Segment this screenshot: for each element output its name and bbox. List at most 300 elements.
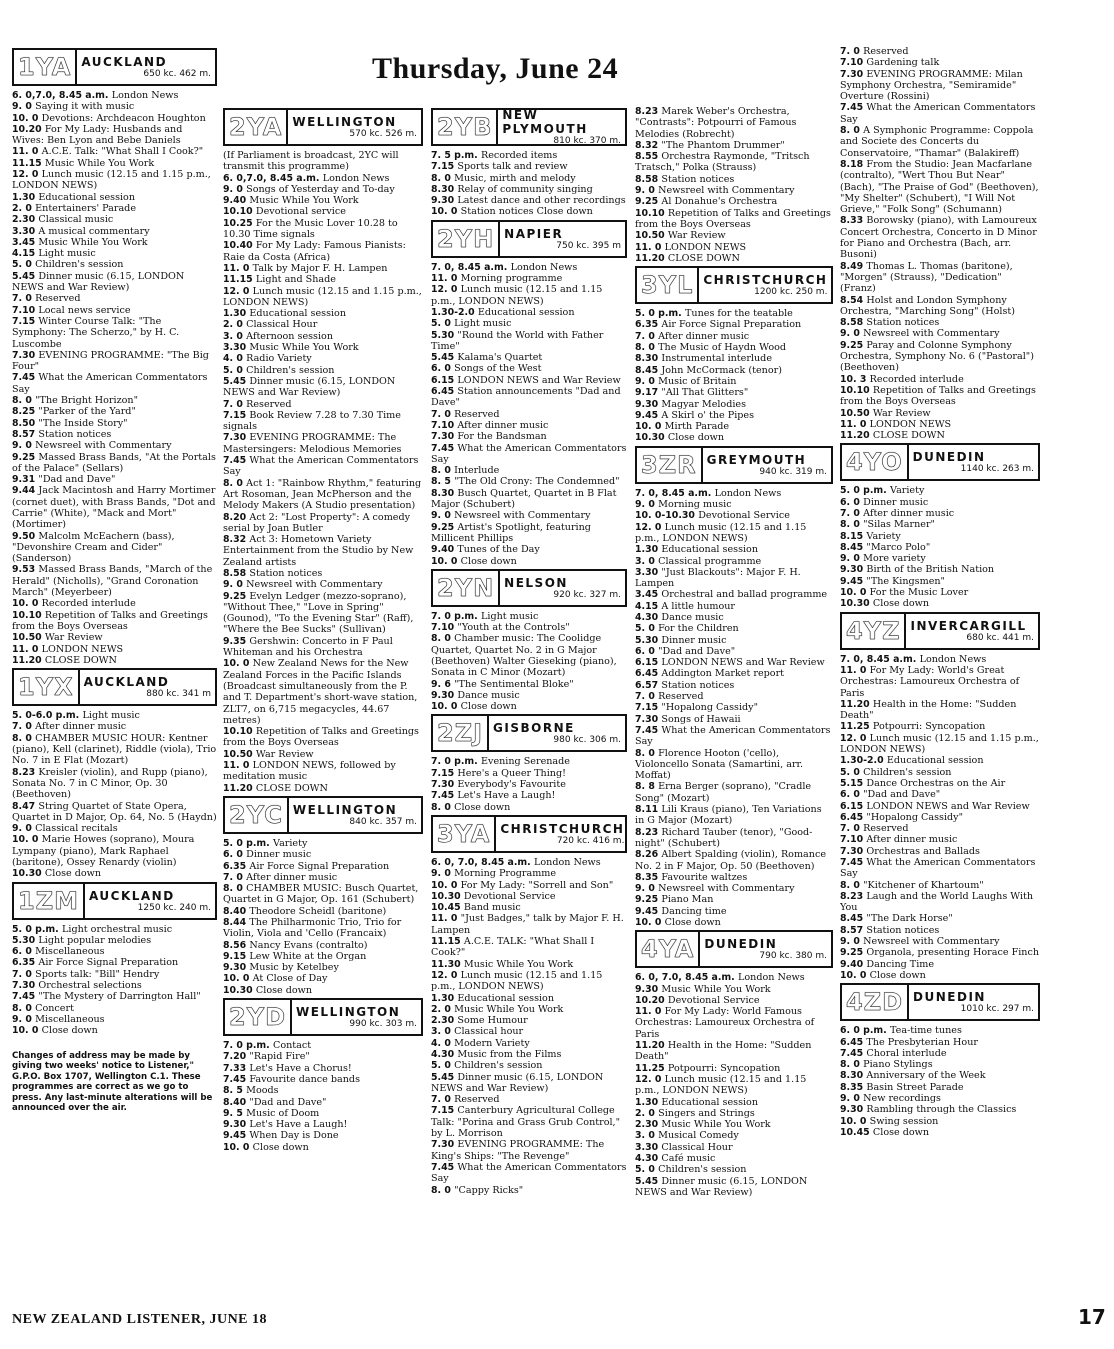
program-time: 9. 0	[635, 499, 659, 511]
program-title: Close down	[255, 984, 313, 996]
program-time: 5. 0	[431, 1060, 455, 1072]
program-entry	[840, 531, 1040, 542]
program-title: Café music	[661, 1153, 716, 1165]
program-title: "The Inside Story"	[38, 417, 128, 429]
program-entry	[223, 432, 423, 455]
program-time: 11.20	[635, 252, 668, 264]
program-time: 8. 0	[223, 883, 247, 895]
program-time: 11.15	[431, 936, 464, 948]
program-title: Chamber music: The Coolidge Quartet, Quartet No. 2 in G Major (Beethoven) Walter Gieseking (piano), Sonata in C Minor (Mozart)	[431, 633, 617, 679]
program-title: Classical recitals	[35, 823, 118, 835]
program-entry	[635, 589, 833, 600]
program-entry	[431, 1185, 627, 1196]
program-time: 5.45	[223, 375, 250, 387]
station-callsign: 1ZM	[14, 884, 85, 918]
station-callsign: 2YD	[225, 1000, 292, 1034]
program-entry	[223, 849, 423, 860]
program-entry	[431, 195, 627, 206]
program-time: 8.32	[223, 534, 250, 546]
program-time: 6. 0,7.0, 8.45 a.m.	[12, 90, 112, 101]
program-time: 1.30	[431, 992, 458, 1004]
program-entry	[223, 365, 423, 376]
program-entry	[635, 510, 833, 521]
program-title: A.C.E. Talk: "What Shall I Cook?"	[41, 146, 204, 158]
program-time: 11. 0	[431, 273, 461, 285]
program-entry	[12, 350, 217, 373]
program-title: Theodore Scheidl (baritone)	[249, 905, 387, 917]
program-title: For My Lady: World's Great Orchestras: Lamoureux Orchestra of Paris	[840, 664, 1020, 699]
program-entry	[431, 701, 627, 712]
program-title: Lunch music (12.15 and 1.15 p.m., LONDON NEWS)	[635, 521, 807, 544]
program-time: 8.30	[431, 183, 458, 195]
program-title: Thomas L. Thomas (baritone), "Morgen" (Strauss), "Dedication" (Franz)	[840, 260, 1013, 295]
program-entry	[635, 984, 833, 995]
station-header	[840, 983, 1040, 1021]
program-entry	[840, 374, 1040, 385]
program-time: 7.45	[840, 102, 867, 114]
program-title: Health in the Home: "Sudden Death"	[840, 698, 1017, 722]
program-time: 8.35	[635, 871, 662, 883]
program-entry	[431, 318, 627, 329]
program-time: 9.25	[840, 947, 867, 959]
program-title: Reserved	[246, 398, 292, 410]
program-time: 9.40	[223, 195, 250, 207]
program-entry	[431, 510, 627, 521]
station-header	[635, 446, 833, 484]
program-time: 7.33	[223, 1062, 250, 1074]
program-entry	[431, 1026, 627, 1037]
program-entry	[12, 101, 217, 112]
station-header	[431, 569, 627, 607]
program-entry	[431, 622, 627, 633]
program-title: CHAMBER MUSIC: Busch Quartet, Quartet in G Major, Op. 161 (Schubert)	[223, 883, 419, 906]
program-entry	[12, 146, 217, 157]
program-title: For the Music Lover	[869, 587, 969, 599]
program-time: 3.30	[12, 225, 39, 237]
program-time: 7.45	[431, 442, 458, 454]
program-title: "The Dark Horse"	[866, 913, 953, 925]
program-entry	[635, 151, 833, 174]
program-title: Station notices Close down	[460, 206, 593, 218]
program-time: 9.35	[223, 635, 250, 647]
program-time: 9.30	[223, 1119, 250, 1131]
program-title: London News	[534, 856, 601, 868]
program-entry	[635, 242, 833, 253]
program-entry	[840, 654, 1040, 665]
program-time: 12. 0	[12, 169, 42, 181]
program-title: War Review	[44, 632, 103, 644]
program-time: 3. 0	[635, 555, 659, 567]
program-time: 5.45	[12, 270, 39, 282]
program-entry	[431, 779, 627, 790]
program-time: 6.35	[223, 860, 250, 872]
program-entry	[223, 917, 423, 940]
program-time: 6. 0, 7.0, 8.45 a.m.	[635, 972, 739, 984]
program-entry	[223, 1130, 423, 1141]
program-time: 7.15	[431, 1105, 458, 1117]
program-time: 10. 0	[12, 598, 42, 610]
program-title: EVENING PROGRAMME: The King's Ships: "The Revenge"	[431, 1139, 605, 1162]
program-title: Reserved	[863, 823, 909, 835]
program-entry	[840, 519, 1040, 530]
program-entry	[635, 106, 833, 140]
program-time: 9.17	[635, 387, 662, 399]
station-frequency: 680 kc. 441 m.	[966, 632, 1034, 643]
program-time: 8. 0	[12, 395, 36, 407]
program-time: 10.30	[635, 432, 668, 444]
program-title: London News	[322, 172, 390, 184]
program-title: Close down	[667, 432, 725, 444]
program-entry	[635, 387, 833, 398]
program-title: Relay of community singing	[457, 183, 593, 195]
program-title: Lunch music (12.15 and 1.15 p.m., LONDON NEWS)	[840, 732, 1039, 756]
program-time: 7. 0, 8.45 a.m.	[635, 487, 715, 499]
program-title: "Dad and Dave"	[863, 789, 941, 801]
program-title: Act 3: Hometown Variety Entertainment from the Studio by New Zealand artists	[223, 534, 414, 568]
program-title: "Round the World with Father Time"	[431, 329, 604, 352]
program-entry	[223, 591, 423, 636]
program-title: Dinner music (6.15, LONDON NEWS and War Review)	[431, 1071, 604, 1094]
program-title: Dinner music	[661, 634, 727, 646]
station-header	[431, 220, 627, 258]
program-title: Close down	[872, 598, 930, 610]
program-time: 1.30-2.0	[840, 755, 887, 767]
program-entry	[431, 184, 627, 195]
program-entry	[223, 150, 423, 173]
station-frequency: 840 kc. 357 m.	[349, 816, 417, 827]
program-time: 10.20	[12, 123, 45, 135]
program-entry	[635, 1063, 833, 1074]
program-entry	[635, 432, 833, 443]
program-time: 7.10	[431, 622, 458, 634]
program-title: Concert	[35, 1002, 74, 1014]
program-time: 2.30	[12, 214, 39, 226]
program-title: Close down	[460, 555, 517, 567]
program-entry	[431, 857, 627, 868]
program-time: 6. 0	[840, 496, 864, 508]
program-time: 6. 0	[12, 946, 36, 958]
program-title: Repetition of Talks and Greetings from the Boys Overseas	[223, 726, 419, 749]
program-title: Classical Hour	[246, 319, 318, 331]
program-entry	[223, 410, 423, 433]
station-callsign: 3ZR	[637, 448, 703, 482]
program-entry	[223, 206, 423, 217]
program-title: Morning Programme	[454, 868, 557, 880]
program-title: A.C.E. TALK: "What Shall I Cook?"	[431, 936, 595, 959]
program-title: Marie Howes (soprano), Moura Lympany (piano), Mark Raphael (baritone), Ossey Renardy (violin)	[12, 834, 195, 868]
program-time: 7.15	[431, 161, 458, 173]
program-time: 8.45	[840, 913, 867, 925]
program-time: 5.45	[431, 352, 458, 364]
station-callsign: 2YA	[225, 110, 288, 144]
program-time: 8. 0	[840, 125, 864, 137]
program-title: For the Music Lover 10.28 to 10.30 Time signals	[223, 217, 398, 241]
program-title: EVENING PROGRAMME: "The Big Four"	[12, 349, 209, 373]
program-time: 10. 0	[840, 587, 870, 599]
program-entry	[223, 184, 423, 195]
program-title: LONDON NEWS and War Review	[661, 657, 825, 669]
program-entry	[840, 857, 1040, 880]
station-city: INVERCARGILL	[910, 618, 1027, 633]
program-title: Air Force Signal Preparation	[249, 860, 390, 872]
program-time: 5. 0	[635, 1164, 659, 1176]
station-frequency: 940 kc. 319 m.	[759, 466, 827, 477]
program-time: 9. 0	[635, 375, 659, 387]
program-entry	[840, 801, 1040, 812]
station-city: NEW PLYMOUTH	[502, 108, 588, 136]
program-title: Orchestral and ballad programme	[661, 589, 828, 601]
program-title: LONDON NEWS and War Review	[457, 374, 621, 386]
program-entry	[840, 317, 1040, 328]
program-title: Light and Shade	[255, 274, 336, 286]
program-title: Mirth Parade	[664, 421, 730, 433]
program-title: Rambling through the Classics	[866, 1104, 1017, 1116]
column-4	[635, 106, 833, 1198]
program-title: Songs of Yesterday and To-day	[246, 183, 395, 195]
program-entry	[840, 328, 1040, 339]
program-time: 9. 0	[223, 183, 247, 195]
program-entry	[12, 429, 217, 440]
program-entry	[840, 408, 1040, 419]
program-time: 7.45	[12, 991, 39, 1003]
program-title: Orchestras and Ballads	[866, 845, 980, 857]
program-title: Station notices	[866, 317, 940, 329]
program-title: Newsreel with Commentary	[246, 579, 383, 591]
station-frequency: 790 kc. 380 m.	[759, 951, 827, 962]
program-title: Lunch music (12.15 and 1.15 p.m., LONDON NEWS)	[12, 169, 211, 192]
program-title: Recorded interlude	[869, 373, 964, 385]
program-time: 7.45	[431, 790, 458, 802]
station-callsign: 4ZD	[842, 985, 909, 1019]
program-title: Songs of the West	[454, 363, 542, 375]
program-title: Lunch music (12.15 and 1.15 p.m., LONDON NEWS)	[635, 1073, 807, 1097]
program-title: Light popular melodies	[38, 934, 152, 946]
program-entry	[12, 644, 217, 655]
program-time: 5. 0-6.0 p.m.	[12, 710, 83, 722]
program-time: 11.15	[12, 157, 45, 169]
program-title: Piano Man	[661, 894, 714, 906]
program-title: New Zealand News for the New Zealand Forces in the Pacific Islands (Broadcast simultaneously from the P. and T. Department's short-wave station, ZLT7, on 6,715 megacycles, 44.67 metres)	[223, 658, 418, 726]
program-time: 10.10	[223, 726, 256, 738]
program-time: 6.45	[431, 386, 458, 398]
program-entry	[840, 1048, 1040, 1059]
program-time: 11. 0	[223, 262, 253, 274]
program-entry	[431, 262, 627, 273]
program-entry	[635, 894, 833, 905]
program-title: Lunch music (12.15 and 1.15 p.m., LONDON NEWS)	[223, 285, 422, 308]
program-entry	[12, 823, 217, 834]
program-entry	[223, 342, 423, 353]
program-time: 8.44	[223, 917, 250, 928]
program-entry	[431, 880, 627, 891]
program-title: Close down	[460, 701, 517, 713]
program-title: "The Sentimental Bloke"	[454, 678, 574, 690]
program-entry	[431, 768, 627, 779]
program-time: 8.23	[840, 890, 867, 902]
program-time: 10. 0	[223, 658, 253, 670]
program-entry	[840, 1104, 1040, 1115]
program-title: After dinner music	[457, 419, 549, 431]
program-title: Massed Brass Bands, "At the Portals of the Palace" (Sellars)	[12, 451, 216, 474]
program-title: The Presbyterian Hour	[866, 1036, 978, 1048]
program-title: Book Review 7.28 to 7.30 Time signals	[223, 409, 401, 433]
program-time: 8.45	[840, 541, 867, 553]
program-time: 8.57	[840, 924, 867, 936]
program-entry	[431, 1049, 627, 1060]
program-time: 11.15	[223, 274, 256, 286]
program-title: Orchestra Raymonde, "Tritsch Tratsch," Polka (Strauss)	[635, 151, 810, 174]
program-entry	[840, 261, 1040, 295]
program-entry	[431, 1139, 627, 1162]
program-time: 6. 0	[223, 849, 247, 861]
station-callsign: 2YH	[433, 222, 500, 256]
program-time: 8.54	[840, 294, 867, 306]
program-time: 7. 0, 8.45 a.m.	[431, 261, 511, 273]
program-time: 10. 0	[223, 1141, 253, 1153]
program-title: Potpourri: Syncopation	[667, 1062, 781, 1074]
program-time: 9.25	[635, 196, 662, 208]
program-entry	[12, 474, 217, 485]
program-entry	[431, 902, 627, 913]
station-callsign: 2ZJ	[433, 716, 489, 750]
program-time: 11. 0	[635, 241, 665, 253]
program-title: Talk by Major F. H. Lampen	[252, 262, 388, 274]
program-title: Educational session	[886, 755, 984, 767]
program-title: Light music	[38, 248, 96, 260]
program-entry	[12, 124, 217, 147]
program-title: Educational session	[661, 544, 759, 556]
station-city: WELLINGTON	[292, 115, 397, 129]
program-title: Afternoon session	[246, 330, 333, 342]
program-entry	[12, 248, 217, 259]
program-time: 8.40	[223, 1096, 250, 1108]
program-entry	[12, 980, 217, 991]
program-time: 9. 0	[635, 883, 659, 895]
program-entry	[840, 69, 1040, 103]
program-entry	[223, 838, 423, 849]
program-title: "Cappy Ricks"	[454, 1184, 524, 1196]
program-title: London News	[919, 653, 987, 665]
program-entry	[635, 849, 833, 872]
program-time: 11.25	[635, 1062, 668, 1074]
program-time: 10. 3	[840, 373, 870, 385]
program-time: 9.25	[12, 451, 39, 463]
program-entry	[635, 208, 833, 231]
program-title: Music While You Work	[249, 342, 359, 354]
program-time: 5. 0	[840, 766, 864, 778]
program-time: 9. 0	[12, 440, 36, 452]
program-time: 8. 0	[431, 801, 455, 813]
program-time: 12. 0	[635, 1073, 665, 1085]
program-title: Close down	[41, 1025, 98, 1037]
program-title: Modern Variety	[454, 1037, 530, 1049]
program-time: 9. 0	[840, 553, 864, 565]
program-time: 6. 0, 7.0, 8.45 a.m.	[431, 856, 535, 868]
program-entry	[12, 1003, 217, 1014]
program-title: EVENING PROGRAMME: Milan Symphony Orchestra, "Semiramide" Overture (Rossini)	[840, 68, 1023, 103]
program-title: Devotions: Archdeacon Houghton	[41, 112, 206, 124]
program-title: "Parker of the Yard"	[38, 406, 136, 418]
program-entry	[431, 206, 627, 217]
program-entry	[840, 485, 1040, 496]
program-time: 8.30	[431, 487, 458, 499]
program-entry	[12, 710, 217, 721]
program-time: 6. 0,7.0, 8.45 a.m.	[223, 172, 323, 184]
program-time: 5. 0	[223, 364, 247, 376]
program-title: Magyar Melodies	[661, 398, 747, 410]
program-time: 4.30	[635, 1153, 662, 1165]
program-entry	[431, 352, 627, 363]
program-entry	[431, 913, 627, 936]
program-title: Everybody's Favourite	[457, 779, 566, 791]
program-entry	[635, 781, 833, 804]
program-title: Educational session	[457, 992, 555, 1004]
program-time: 7. 0	[12, 293, 36, 305]
program-entry	[840, 1116, 1040, 1127]
program-time: 11. 0	[12, 146, 42, 158]
program-entry	[840, 778, 1040, 789]
program-title: Miscellaneous	[35, 1013, 105, 1025]
program-time: 8.40	[223, 905, 250, 917]
program-entry	[223, 658, 423, 726]
program-time: 11.20	[223, 782, 256, 794]
program-title: Newsreel with Commentary	[863, 936, 1000, 948]
program-entry	[223, 883, 423, 906]
program-entry	[431, 330, 627, 353]
program-time: 6.35	[635, 319, 662, 331]
program-entry	[840, 812, 1040, 823]
program-title: Dinner music (6.15, LONDON NEWS and War Review)	[223, 375, 396, 399]
program-time: 10.45	[431, 902, 464, 914]
program-title: War Review	[872, 407, 931, 419]
program-entry	[431, 363, 627, 374]
program-entry	[635, 399, 833, 410]
program-time: 9.25	[840, 339, 867, 351]
program-entry	[223, 1051, 423, 1062]
program-time: 8.23	[12, 766, 39, 778]
program-title: "Hopalong Cassidy"	[661, 702, 758, 714]
program-time: 7.45	[12, 372, 39, 384]
program-entry	[635, 635, 833, 646]
program-title: Morning music	[658, 499, 732, 511]
program-entry	[431, 522, 627, 545]
program-title: Newsreel with Commentary	[658, 185, 795, 197]
program-title: Devotional Service	[698, 510, 790, 522]
program-title: LONDON NEWS, followed by meditation music	[223, 760, 396, 783]
program-time: 8. 0	[431, 465, 455, 477]
program-entry	[635, 230, 833, 241]
program-time: 11.20	[840, 698, 873, 710]
program-time: 8. 5	[223, 1085, 247, 1097]
program-title: Light orchestral music	[62, 923, 173, 935]
program-time: 8.58	[635, 173, 662, 185]
program-entry	[223, 579, 423, 590]
program-title: Entertainers' Parade	[35, 202, 137, 214]
program-entry	[840, 1037, 1040, 1048]
program-title: Malcolm McEachern (bass), "Devonshire Cream and Cider" (Sanderson)	[12, 530, 175, 565]
program-entry	[635, 174, 833, 185]
program-time: 7.15	[431, 767, 458, 779]
program-time: 10.50	[635, 230, 668, 242]
program-entry	[223, 906, 423, 917]
program-title: CHAMBER MUSIC HOUR: Kentner (piano), Kell (clarinet), Riddle (viola), Trio No. 7 in E Flat (Mozart)	[12, 732, 217, 767]
program-title: Musical Comedy	[658, 1130, 739, 1142]
program-entry	[840, 340, 1040, 374]
program-entry	[635, 1176, 833, 1199]
program-time: 9.30	[431, 195, 458, 207]
program-time: 7. 0	[840, 46, 864, 57]
program-time: 11. 0	[635, 1006, 665, 1018]
